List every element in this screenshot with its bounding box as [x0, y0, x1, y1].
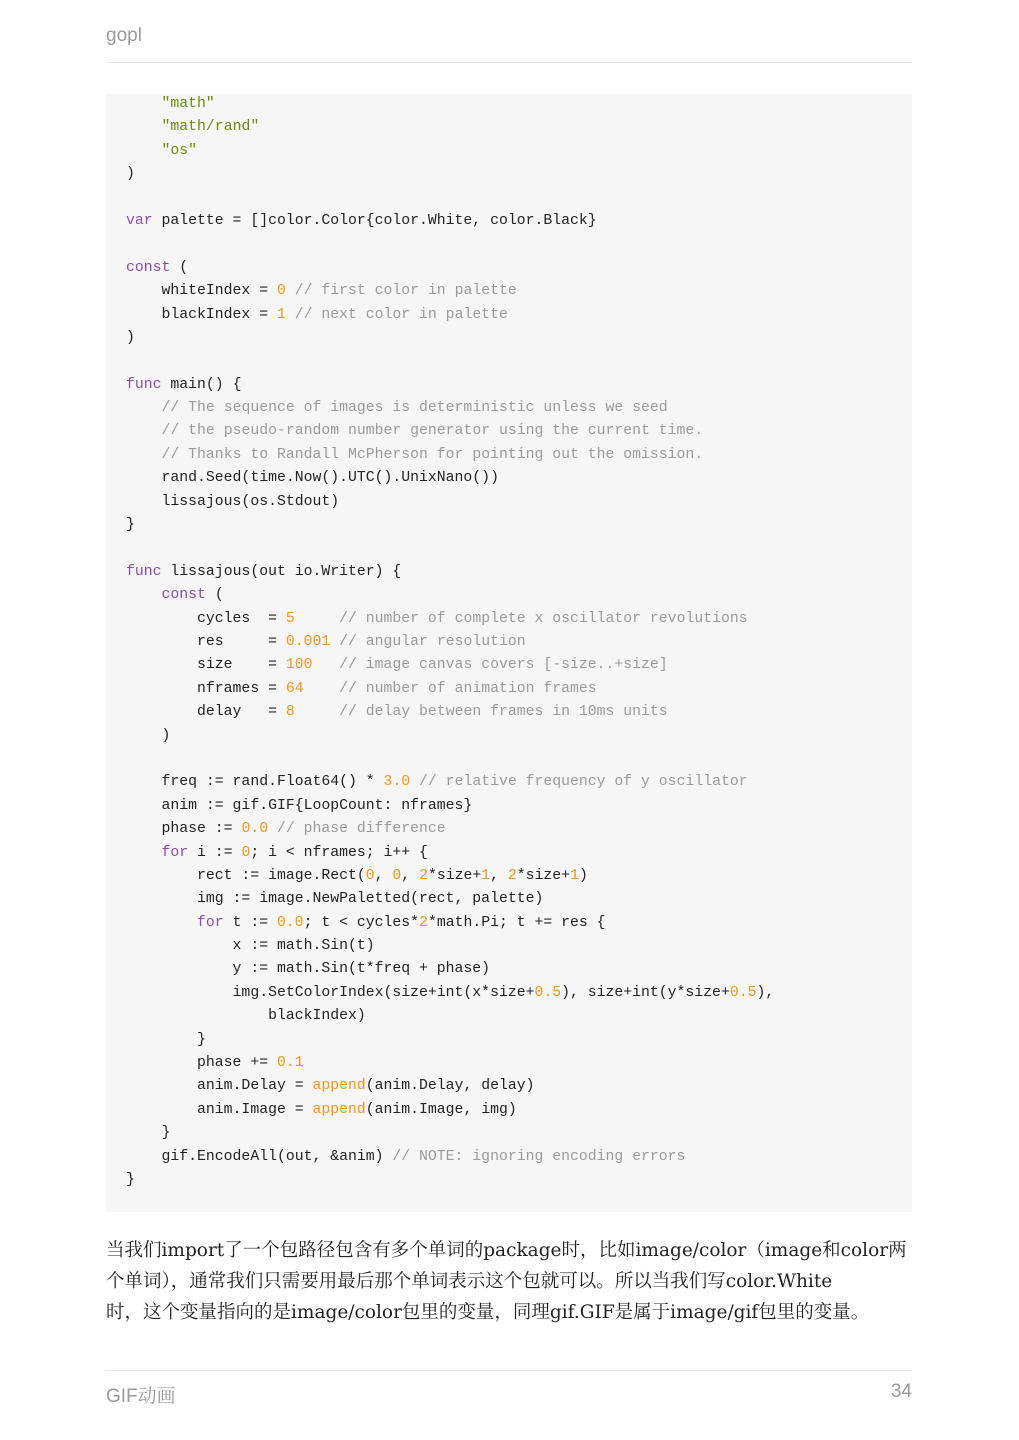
code-number: 0 [365, 867, 375, 884]
code-line [126, 865, 912, 888]
code-builtin: append [312, 1101, 366, 1118]
code-keyword: func [126, 376, 162, 393]
code-keyword: for [161, 844, 189, 861]
code-string: "math/rand" [161, 119, 260, 136]
code-text: , [374, 867, 393, 884]
code-number: 2 [419, 867, 428, 884]
code-text [268, 821, 277, 837]
code-line [126, 654, 912, 677]
code-text: cycles = [126, 610, 286, 627]
code-comment: // first color in palette [294, 283, 517, 300]
code-text: t := [223, 914, 277, 931]
paragraph-line-2: 个单词），通常我们只需要用最后那个单词表示这个包就可以。所以当我们写color.White [106, 1271, 833, 1292]
code-comment: // number of complete x oscillator revolutions [339, 610, 748, 627]
code-text [295, 704, 339, 720]
code-comment: // image canvas covers [-size..+size] [339, 657, 668, 674]
body-paragraph [106, 1235, 912, 1328]
code-text: (anim.Delay, delay) [365, 1078, 535, 1095]
code-line [126, 1099, 912, 1122]
code-line [126, 888, 912, 911]
code-text [304, 681, 340, 697]
code-line [126, 514, 912, 537]
code-line [126, 444, 912, 467]
code-text: size = [126, 657, 286, 674]
code-string: "os" [161, 142, 198, 159]
code-number: 1 [481, 867, 491, 884]
code-block [106, 94, 912, 1212]
code-line [126, 94, 912, 116]
code-number: 0 [276, 283, 286, 300]
code-line [126, 187, 912, 210]
code-text [126, 423, 162, 439]
code-text: ( [170, 259, 189, 276]
code-line [126, 818, 912, 841]
code-text: lissajous(out io.Writer) { [161, 563, 402, 580]
code-line [126, 420, 912, 443]
code-text: img.SetColorIndex(size+int(x*size+ [126, 984, 535, 1001]
code-text: } [126, 517, 135, 534]
code-text: *size+ [516, 867, 571, 884]
code-text: rect := image.Rect( [126, 867, 366, 884]
code-line [126, 210, 912, 233]
code-comment: // next color in palette [294, 306, 508, 323]
code-text: img := image.NewPaletted(rect, palette) [126, 891, 544, 908]
code-text: ), size+int(y*size+ [561, 984, 730, 1001]
code-text: anim.Delay = [126, 1078, 313, 1095]
code-text [126, 845, 162, 861]
code-line [126, 631, 912, 654]
code-text: nframes = [126, 680, 286, 697]
code-text [126, 400, 162, 416]
code-line [126, 491, 912, 514]
code-line [126, 397, 912, 420]
code-text: x := math.Sin(t) [126, 938, 375, 955]
code-keyword: for [197, 914, 224, 931]
code-line [126, 280, 912, 303]
code-line [126, 163, 912, 186]
code-text: ; i < nframes; i++ { [250, 844, 428, 861]
code-comment: // Thanks to Randall McPherson for pointing out the omission. [161, 446, 704, 463]
page-number: 34 [890, 1381, 912, 1402]
code-line [126, 608, 912, 631]
code-text: main() { [161, 376, 242, 393]
code-line [126, 748, 912, 771]
code-text: freq := rand.Float64() * [126, 774, 384, 791]
code-text: i := [188, 844, 242, 861]
code-number: 1 [276, 306, 286, 323]
code-keyword: const [161, 587, 206, 604]
code-line [126, 1075, 912, 1098]
code-comment: // NOTE: ignoring encoding errors [392, 1148, 686, 1165]
code-comment: // phase difference [276, 821, 446, 838]
code-text: ), [756, 984, 775, 1001]
code-comment: // delay between frames in 10ms units [339, 704, 668, 721]
code-line [126, 795, 912, 818]
code-text [126, 119, 162, 135]
code-text [126, 587, 162, 603]
code-lines [126, 94, 912, 1192]
code-text: *size+ [427, 867, 482, 884]
code-text: rand.Seed(time.Now().UTC().UnixNano()) [126, 470, 499, 487]
code-line [126, 304, 912, 327]
code-text: delay = [126, 704, 286, 721]
code-string: "math" [161, 96, 215, 112]
code-line [126, 1052, 912, 1075]
code-number: 8 [285, 704, 295, 721]
page-header [106, 22, 912, 63]
code-line [126, 116, 912, 139]
code-text: , [490, 867, 508, 884]
code-number: 0.0 [241, 821, 269, 838]
code-line [126, 1169, 912, 1192]
code-number: 0 [392, 867, 402, 884]
code-text [312, 657, 339, 673]
code-line [126, 701, 912, 724]
code-number: 64 [285, 680, 304, 697]
code-text: ; t < cycles* [303, 914, 420, 931]
code-line [126, 233, 912, 256]
code-text: blackIndex = [126, 306, 277, 323]
code-number: 5 [285, 610, 295, 627]
code-number: 1 [570, 867, 579, 884]
code-line [126, 678, 912, 701]
code-line [126, 1146, 912, 1169]
code-line [126, 935, 912, 958]
code-text [295, 611, 339, 627]
code-line [126, 350, 912, 373]
code-text: anim := gif.GIF{LoopCount: nframes} [126, 797, 473, 814]
code-text [286, 283, 295, 299]
code-builtin: append [312, 1078, 366, 1095]
code-text: (anim.Image, img) [365, 1101, 517, 1118]
code-number: 2 [419, 914, 428, 931]
code-number: 0.001 [285, 633, 331, 650]
code-text: *math.Pi; t += res { [427, 914, 606, 931]
code-text: phase += [126, 1055, 277, 1072]
code-line [126, 958, 912, 981]
code-text: } [126, 1031, 206, 1048]
code-text: phase := [126, 821, 242, 838]
book-title: gopl [106, 25, 142, 46]
code-comment: // relative frequency of y oscillator [419, 774, 748, 791]
code-text: } [126, 1171, 135, 1188]
code-comment: // The sequence of images is deterministic unless we seed [161, 400, 668, 417]
code-text: ( [205, 587, 224, 604]
code-line [126, 1029, 912, 1052]
code-text: gif.EncodeAll(out, &anim) [126, 1148, 393, 1165]
paragraph-line-1: 当我们import了一个包路径包含有多个单词的package时，比如image/color（image和color两 [106, 1240, 907, 1261]
code-text: ) [126, 727, 171, 744]
code-text [126, 915, 197, 931]
code-comment: // angular resolution [339, 633, 526, 650]
code-text [410, 774, 419, 790]
code-text: whiteIndex = [126, 283, 277, 300]
code-number: 100 [285, 657, 313, 674]
code-number: 0.5 [534, 984, 562, 1001]
code-text [286, 307, 295, 323]
code-text: palette = []color.Color{color.White, color.Black} [152, 212, 597, 229]
code-line [126, 725, 912, 748]
code-line [126, 842, 912, 865]
code-number: 2 [507, 867, 517, 884]
page-footer [106, 1370, 912, 1419]
code-text: lissajous(os.Stdout) [126, 493, 340, 510]
code-text [126, 447, 162, 463]
code-line [126, 561, 912, 584]
code-line [126, 537, 912, 560]
code-line [126, 1005, 912, 1028]
code-line [126, 771, 912, 794]
code-text: , [401, 867, 420, 884]
code-text [330, 634, 339, 650]
code-keyword: func [126, 563, 162, 580]
code-number: 0.5 [729, 984, 757, 1001]
code-text: res = [126, 633, 286, 650]
code-text: blackIndex) [126, 1008, 366, 1025]
code-text: ) [578, 867, 588, 884]
code-line [126, 982, 912, 1005]
code-line [126, 257, 912, 280]
code-number: 3.0 [383, 774, 411, 791]
code-keyword: var [126, 212, 153, 229]
code-line [126, 584, 912, 607]
code-text: } [126, 1125, 171, 1142]
code-line [126, 467, 912, 490]
code-text: ) [126, 329, 135, 346]
paragraph-line-3: 时，这个变量指向的是image/color包里的变量，同理gif.GIF是属于image/gif包里的变量。 [106, 1302, 870, 1323]
code-text [126, 143, 162, 159]
code-line [126, 140, 912, 163]
code-text: y := math.Sin(t*freq + phase) [126, 961, 491, 978]
code-line [126, 327, 912, 350]
code-number: 0.0 [276, 914, 304, 931]
code-line [126, 374, 912, 397]
code-comment: // number of animation frames [339, 680, 597, 697]
section-title: GIF动画 [106, 1386, 176, 1407]
code-line [126, 912, 912, 935]
code-keyword: const [126, 259, 171, 276]
code-text: anim.Image = [126, 1101, 313, 1118]
code-number: 0.1 [276, 1055, 304, 1072]
code-number: 0 [241, 844, 251, 861]
code-text: ) [126, 166, 135, 183]
code-line [126, 1122, 912, 1145]
code-text [126, 96, 162, 112]
code-comment: // the pseudo-random number generator using the current time. [161, 423, 704, 440]
